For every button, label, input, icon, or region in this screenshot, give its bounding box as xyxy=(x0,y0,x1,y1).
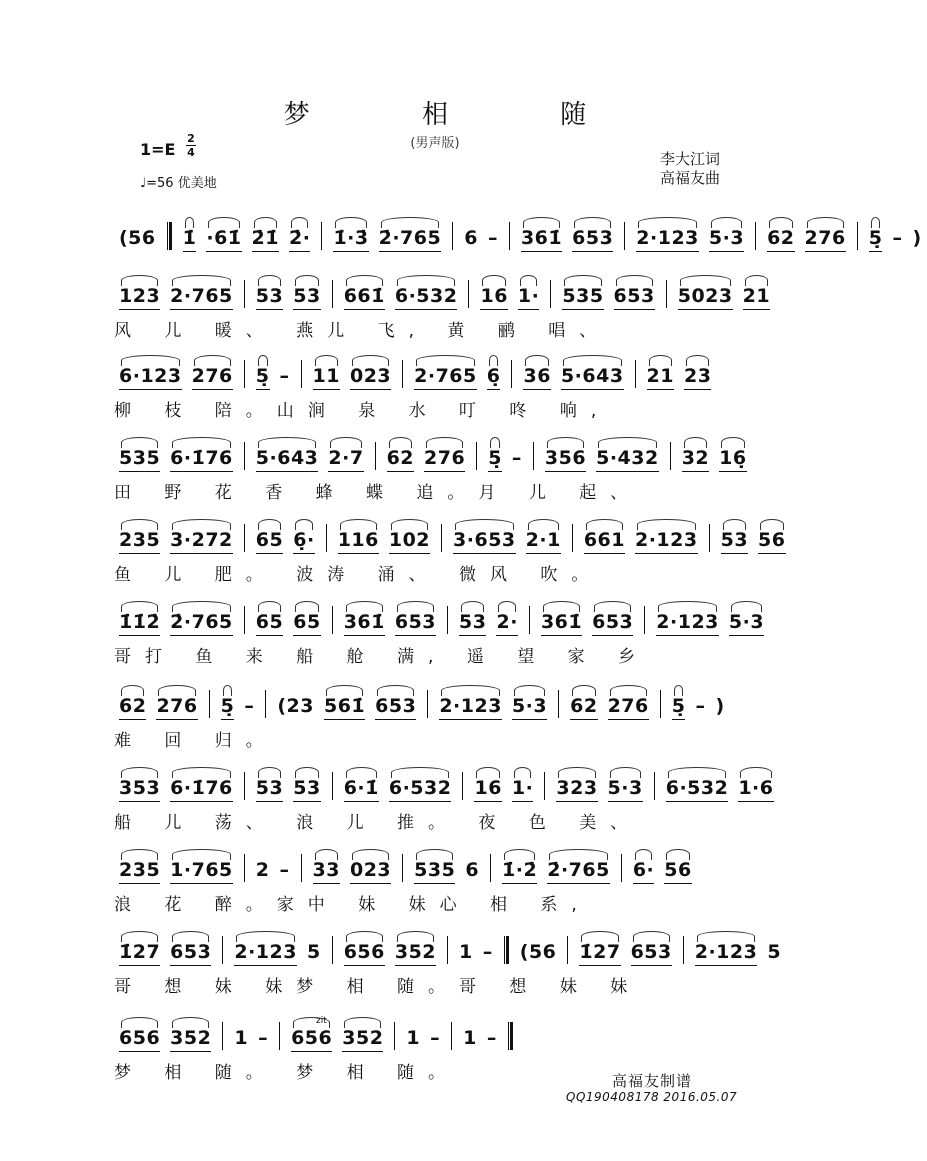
bar-line xyxy=(244,606,245,634)
note-group: 5 xyxy=(306,941,321,963)
note-group: 5 xyxy=(767,941,782,963)
note-group: 276 xyxy=(804,227,846,249)
note-group: 561̇ xyxy=(323,695,366,717)
bar-line xyxy=(244,280,245,308)
notation-line xyxy=(114,280,771,308)
bar-line xyxy=(452,222,453,250)
note-group: 56 xyxy=(758,529,786,551)
note-group: 661 xyxy=(583,529,625,551)
bar-line xyxy=(244,524,245,552)
bar-line xyxy=(462,772,463,800)
note-group: 653 xyxy=(630,941,672,963)
note-group: 65 xyxy=(255,611,284,633)
note-group: 5̣ xyxy=(868,227,883,249)
staff-row xyxy=(114,338,754,421)
note-group: (56 xyxy=(519,941,557,963)
bar-line xyxy=(621,854,622,882)
repeat-bar-line xyxy=(504,936,509,964)
note-group: 6 xyxy=(465,859,480,881)
note-group: 235 xyxy=(119,529,161,551)
bar-line xyxy=(244,854,245,882)
bar-line xyxy=(857,222,858,250)
note-group: 353 xyxy=(119,777,161,799)
bar-line xyxy=(755,222,756,250)
note-group: 5·3 xyxy=(511,695,548,717)
zit-mark: zit xyxy=(316,1016,327,1026)
lyricist-credit: 李大江词 xyxy=(660,150,721,168)
bar-line xyxy=(244,772,245,800)
note-group: 2·123 xyxy=(694,941,758,963)
note-group: 1 xyxy=(406,1027,421,1049)
bar-line xyxy=(476,442,477,470)
note-group: 6·123 xyxy=(119,365,182,387)
note-group: – xyxy=(244,695,255,717)
note-group: 535 xyxy=(414,859,456,881)
lyrics-line: 哥 想 妹 妹梦 相 随。哥 想 妹 妹 xyxy=(114,977,642,997)
bar-line xyxy=(244,442,245,470)
bar-line xyxy=(441,524,442,552)
note-group: 56 xyxy=(664,859,692,881)
bar-line xyxy=(427,690,428,718)
bar-line xyxy=(572,524,573,552)
note-group: 53 xyxy=(720,529,749,551)
note-group: 361̇ xyxy=(520,227,563,249)
note-group: 2̇·765 xyxy=(378,227,442,249)
note-group: 53 xyxy=(293,777,321,799)
bar-line xyxy=(332,280,333,308)
note-group: 653 xyxy=(394,611,437,633)
note-group: 116 xyxy=(337,529,379,551)
note-group: 361̇ xyxy=(343,611,385,633)
note-group: 1̇ xyxy=(182,227,197,249)
note-group: 62 xyxy=(570,695,598,717)
staff-row xyxy=(114,914,782,997)
bar-line xyxy=(509,222,510,250)
note-group: 1· xyxy=(511,777,534,799)
note-group: 62 xyxy=(767,227,795,249)
notation-line xyxy=(114,690,754,718)
note-group: – xyxy=(487,227,498,249)
lyrics-line: 田 野 花 香 蜂 蝶 追。月 儿 起、 xyxy=(114,483,642,503)
bar-line xyxy=(326,524,327,552)
note-group: 656 xyxy=(291,1027,333,1049)
note-group: 5·3 xyxy=(708,227,745,249)
note-group: 16̣ xyxy=(719,447,747,469)
bar-line xyxy=(544,772,545,800)
note-group: 656 xyxy=(343,941,385,963)
notation-line xyxy=(114,442,754,470)
note-group: ) xyxy=(912,227,922,249)
note-group: 53 xyxy=(459,611,487,633)
bar-line xyxy=(654,772,655,800)
note-group: 1 xyxy=(234,1027,249,1049)
note-group: 23 xyxy=(684,365,712,387)
note-group: 5·643 xyxy=(560,365,624,387)
time-signature-bottom: 4 xyxy=(187,146,195,159)
note-group: (56 xyxy=(119,227,156,249)
note-group: 2̇·765 xyxy=(547,859,610,881)
note-group: 535 xyxy=(119,447,161,469)
note-group: 1̇·2̇ xyxy=(502,859,538,881)
note-group: 1̇·3̇ xyxy=(333,227,369,249)
bar-line xyxy=(558,690,559,718)
note-group: 3·653 xyxy=(453,529,516,551)
note-group: 53 xyxy=(255,285,284,307)
note-group: 6·1̇ xyxy=(343,777,379,799)
note-group: 6̣ xyxy=(486,365,501,387)
note-group: 6·532 xyxy=(388,777,452,799)
bar-line xyxy=(660,690,661,718)
note-group: 361̇ xyxy=(540,611,583,633)
note-group: – xyxy=(279,365,290,387)
notation-line xyxy=(114,222,922,250)
note-group: 11 xyxy=(312,365,340,387)
note-group: 2·1 xyxy=(525,529,561,551)
note-group: 1̇1̇2̇ xyxy=(119,611,161,633)
bar-line xyxy=(209,690,210,718)
lyrics-line: 风 儿 暖、 燕儿 飞, 黄 鹂 唱、 xyxy=(114,321,611,341)
note-group: 5·643 xyxy=(255,447,319,469)
note-group: 023 xyxy=(349,365,392,387)
bar-line xyxy=(567,936,568,964)
note-group: 661̇ xyxy=(343,285,385,307)
notation-line xyxy=(114,524,786,552)
note-group: 235 xyxy=(119,859,161,881)
note-group: 2̇1̇ xyxy=(251,227,279,249)
note-group: 6·1̇76 xyxy=(170,777,233,799)
bar-line xyxy=(332,606,333,634)
note-group: 656 xyxy=(119,1027,161,1049)
bar-line xyxy=(644,606,645,634)
note-group: 123 xyxy=(119,285,161,307)
contact-info: QQ190408178 2016.05.07 xyxy=(566,1090,738,1104)
note-group: 16 xyxy=(474,777,502,799)
lyrics-line: 柳 枝 陪。山涧 泉 水 叮 咚 响, xyxy=(114,401,611,421)
staff-row xyxy=(114,584,765,667)
note-group: 6̣· xyxy=(293,529,315,551)
note-group: 5·432 xyxy=(596,447,659,469)
note-group: 16 xyxy=(480,285,508,307)
note-group: 2·123 xyxy=(234,941,297,963)
note-group: – xyxy=(486,1027,497,1049)
bar-line xyxy=(624,222,625,250)
note-group: 276 xyxy=(607,695,649,717)
note-group: ) xyxy=(715,695,725,717)
note-group: 276 xyxy=(156,695,198,717)
note-group: – xyxy=(511,447,522,469)
note-group: 5̣ xyxy=(671,695,686,717)
note-group: (23 xyxy=(277,695,314,717)
note-group: – xyxy=(279,859,290,881)
lyrics-line: 难 回 归。 xyxy=(114,731,277,751)
note-group: 1̇27 xyxy=(579,941,621,963)
note-group: 323 xyxy=(556,777,598,799)
bar-line xyxy=(635,360,636,388)
note-group: 1 xyxy=(463,1027,477,1049)
note-group: 2̇·765 xyxy=(170,611,233,633)
tempo-marking: ♩=56 优美地 xyxy=(140,176,217,191)
bar-line xyxy=(402,854,403,882)
note-group: 653 xyxy=(572,227,614,249)
bar-line xyxy=(529,606,530,634)
bar-line xyxy=(670,442,671,470)
bar-line xyxy=(394,1022,395,1050)
bar-line xyxy=(265,690,266,718)
note-group: 33 xyxy=(312,859,340,881)
note-group: 352 xyxy=(170,1027,212,1049)
bar-line xyxy=(301,854,302,882)
bar-line xyxy=(468,280,469,308)
lyrics-line: 船 儿 荡、 浪 儿 推。 夜 色 美、 xyxy=(114,813,642,833)
note-group: 62 xyxy=(386,447,415,469)
bar-line xyxy=(222,1022,223,1050)
notation-line xyxy=(114,772,774,800)
note-group: 653 xyxy=(592,611,634,633)
note-group: 352 xyxy=(342,1027,384,1049)
notation-line xyxy=(114,360,754,388)
note-group: 535 xyxy=(562,285,604,307)
song-subtitle: (男声版) xyxy=(410,136,460,151)
bar-line xyxy=(683,936,684,964)
staff-row xyxy=(114,502,786,585)
lyrics-line: 梦 相 随。 梦 相 随。 xyxy=(114,1063,460,1083)
note-group: 2̇· xyxy=(288,227,311,249)
note-group: 1·6 xyxy=(738,777,774,799)
note-group: 2· xyxy=(496,611,518,633)
note-group: 6 xyxy=(464,227,478,249)
staff-row xyxy=(114,750,774,833)
bar-line xyxy=(666,280,667,308)
bar-line xyxy=(490,854,491,882)
bar-line xyxy=(279,1022,280,1050)
note-group: 2·123 xyxy=(439,695,502,717)
note-group: 6·1̇76 xyxy=(170,447,233,469)
note-group: 32 xyxy=(681,447,710,469)
bar-line xyxy=(447,606,448,634)
time-signature xyxy=(186,133,196,158)
bar-line xyxy=(222,936,223,964)
note-group: 653 xyxy=(170,941,212,963)
bar-line xyxy=(332,936,333,964)
note-group: 2·765 xyxy=(414,365,477,387)
note-group: 62 xyxy=(119,695,147,717)
notation-line xyxy=(114,854,754,882)
song-title: 梦 相 随 xyxy=(283,100,639,130)
note-group: 1· xyxy=(517,285,540,307)
repeat-bar-line xyxy=(167,222,172,250)
time-signature-top: 2 xyxy=(187,132,195,145)
bar-line xyxy=(447,936,448,964)
note-group: 5·3 xyxy=(728,611,765,633)
note-group: 6·532 xyxy=(665,777,729,799)
note-group: 5̣ xyxy=(220,695,235,717)
bar-line xyxy=(451,1022,452,1050)
note-group: 023 xyxy=(349,859,392,881)
staff-row xyxy=(114,420,754,503)
note-group: 53 xyxy=(293,285,321,307)
bar-line xyxy=(511,360,512,388)
staff-row xyxy=(114,258,771,341)
note-group: 6· xyxy=(632,859,655,881)
bar-line xyxy=(533,442,534,470)
note-group: 276 xyxy=(191,365,233,387)
note-group: 36 xyxy=(523,365,551,387)
note-group: 5̣ xyxy=(255,365,270,387)
bar-line xyxy=(550,280,551,308)
note-group: 2·123 xyxy=(636,227,699,249)
note-group: 653 xyxy=(613,285,655,307)
arranger-signature: 高福友制谱 xyxy=(612,1072,693,1090)
bar-line xyxy=(321,222,322,250)
key-signature: 1=E xyxy=(140,140,176,159)
credits xyxy=(660,150,720,188)
staff-row xyxy=(114,668,754,751)
note-group: 1·765 xyxy=(170,859,233,881)
note-group: 2 xyxy=(255,859,270,881)
bar-line xyxy=(375,442,376,470)
note-group: 5023 xyxy=(677,285,733,307)
bar-line xyxy=(332,772,333,800)
staff-row xyxy=(114,832,754,915)
note-group: 653 xyxy=(375,695,417,717)
bar-line xyxy=(301,360,302,388)
composer-credit: 高福友曲 xyxy=(660,169,721,187)
note-group: 1̇27 xyxy=(119,941,161,963)
notation-line xyxy=(114,936,782,964)
lyrics-line: 鱼 儿 肥。 波涛 涌、 微风 吹。 xyxy=(114,565,603,585)
note-group: 352 xyxy=(394,941,437,963)
note-group: 356 xyxy=(544,447,587,469)
note-group: 2·765 xyxy=(170,285,233,307)
note-group: 21 xyxy=(742,285,771,307)
note-group: – xyxy=(695,695,706,717)
repeat-bar-line xyxy=(508,1022,513,1050)
note-group: 3·272 xyxy=(170,529,233,551)
note-group: ·61̇ xyxy=(206,227,242,249)
note-group: – xyxy=(482,941,493,963)
lyrics-line: 浪 花 醉。家中 妹 妹心 相 系, xyxy=(114,895,591,915)
note-group: 21 xyxy=(646,365,674,387)
lyrics-line: 哥打 鱼 来 船 舱 满, 遥 望 家 乡 xyxy=(114,647,650,667)
note-group: 5·3 xyxy=(607,777,643,799)
note-group: 2·123 xyxy=(634,529,698,551)
note-group: 65 xyxy=(255,529,284,551)
note-group: – xyxy=(430,1027,441,1049)
notation-line xyxy=(114,606,765,634)
note-group: – xyxy=(892,227,903,249)
note-group: 65 xyxy=(293,611,321,633)
note-group: 5̣ xyxy=(488,447,502,469)
note-group: 2·123 xyxy=(656,611,719,633)
notation-line xyxy=(114,1022,754,1050)
note-group: 53 xyxy=(255,777,284,799)
note-group: 102 xyxy=(388,529,431,551)
note-group: 6·532 xyxy=(394,285,458,307)
bar-line xyxy=(402,360,403,388)
note-group: 2·7 xyxy=(328,447,364,469)
note-group: 1 xyxy=(459,941,473,963)
note-group: 276 xyxy=(424,447,466,469)
note-group: – xyxy=(258,1027,269,1049)
bar-line xyxy=(709,524,710,552)
bar-line xyxy=(244,360,245,388)
